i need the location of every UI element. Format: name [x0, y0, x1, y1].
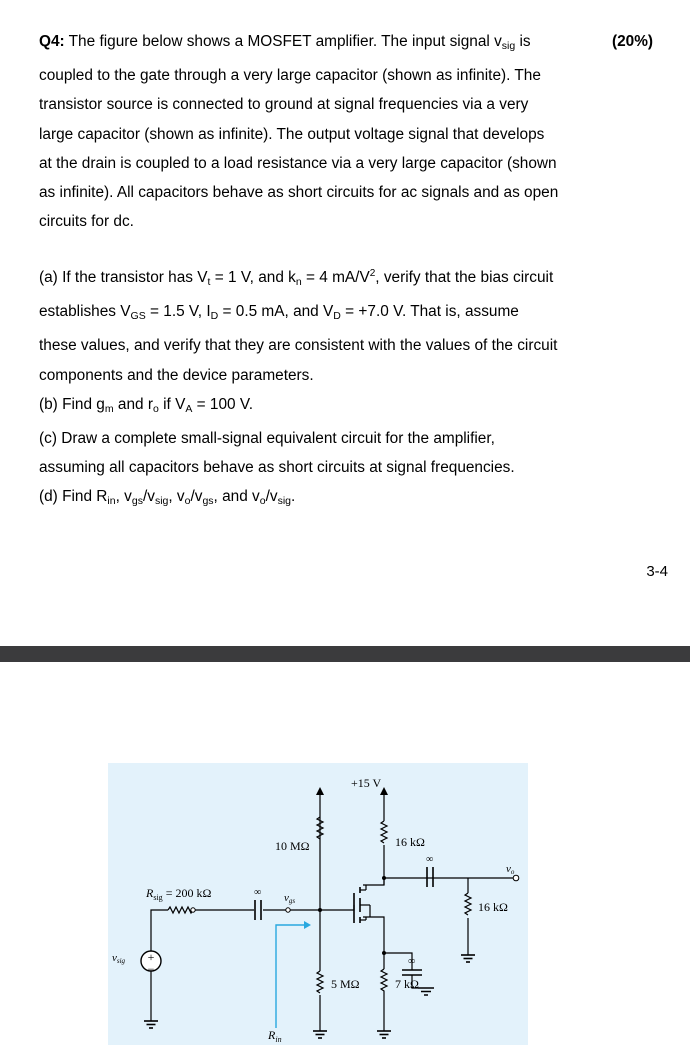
part-a-line-1: (a) If the transistor has $V_t = 1$ V, and $k_n = 4$ $mA/V^2$, verify that the bias circuit	[39, 268, 554, 288]
junction-drain	[382, 876, 386, 880]
junction-gate	[318, 908, 322, 912]
label-vgs: vgs	[284, 892, 296, 905]
node-rsig-input	[191, 908, 195, 912]
question-intro	[39, 27, 659, 236]
node-output	[513, 875, 519, 881]
label-r-gate-top: 10 MΩ	[275, 839, 310, 853]
page-number: 3-4	[646, 563, 668, 580]
node-gate	[286, 908, 290, 912]
junction-source	[382, 951, 386, 955]
question-label: Q4:	[39, 33, 65, 50]
label-cap-output: ∞	[426, 854, 434, 865]
part-c-line-1: (c) Draw a complete small-signal equivalent circuit for the amplifier,	[39, 430, 495, 448]
question-weight: (20%)	[612, 33, 654, 50]
label-rin: $R_{in}$	[268, 1028, 282, 1044]
svg-text:−: −	[147, 962, 155, 976]
label-r-drain: 16 kΩ	[395, 835, 425, 849]
circuit-diagram	[108, 763, 528, 1045]
label-r-gate-bottom: 5 MΩ	[331, 977, 360, 991]
question-line-2: coupled to the gate through a very large capacitor (shown as infinite). The	[39, 67, 541, 85]
part-a-line-2: establishes $V_{GS} = 1.5$ V, $I_D = 0.5$ mA, and $V_D = +7.0$ V. That is, assume	[39, 303, 519, 323]
page-divider	[0, 646, 690, 662]
question-line-6: as infinite). All capacitors behave as short circuits for ac signals and as open	[39, 184, 559, 202]
part-a-line-4: components and the device parameters.	[39, 366, 314, 384]
question-line-4: large capacitor (shown as infinite). The output voltage signal that develops	[39, 125, 545, 143]
question-parts	[39, 259, 659, 517]
label-cap-bypass: ∞	[408, 956, 416, 967]
label-vo: vo	[506, 863, 515, 876]
label-r-load: 16 kΩ	[478, 900, 508, 914]
mosfet-amplifier-figure	[108, 763, 528, 1045]
label-supply: +15 V	[351, 776, 382, 790]
part-c-line-2: assuming all capacitors behave as short circuits at signal frequencies.	[39, 459, 515, 477]
question-line-1: Q4: The figure below shows a MOSFET amplifier. The input signal $v_{sig}$ is	[39, 33, 531, 52]
question-line-5: at the drain is coupled to a load resistance via a very large capacitor (shown	[39, 154, 557, 172]
label-r-source: 7 kΩ	[395, 977, 419, 991]
question-line-3: transistor source is connected to ground at signal frequencies via a very	[39, 96, 529, 114]
part-b: (b) Find $g_m$ and $r_o$ if $V_A = 100$ V.	[39, 395, 253, 415]
figure-background	[108, 763, 528, 1045]
question-line-7: circuits for dc.	[39, 213, 134, 231]
part-d: (d) Find $R_{in}$, $v_{gs}/v_{sig}$, $v_o/v_{gs}$, and $v_o/v_{sig}$.	[39, 488, 296, 508]
label-rsig: $R_{sig} = 200$ kΩ	[146, 886, 212, 902]
svg-text:+: +	[147, 950, 155, 964]
label-vsig: vsig	[112, 952, 126, 965]
part-a-line-3: these values, and verify that they are consistent with the values of the circuit	[39, 337, 558, 355]
label-cap-input: ∞	[254, 887, 262, 898]
